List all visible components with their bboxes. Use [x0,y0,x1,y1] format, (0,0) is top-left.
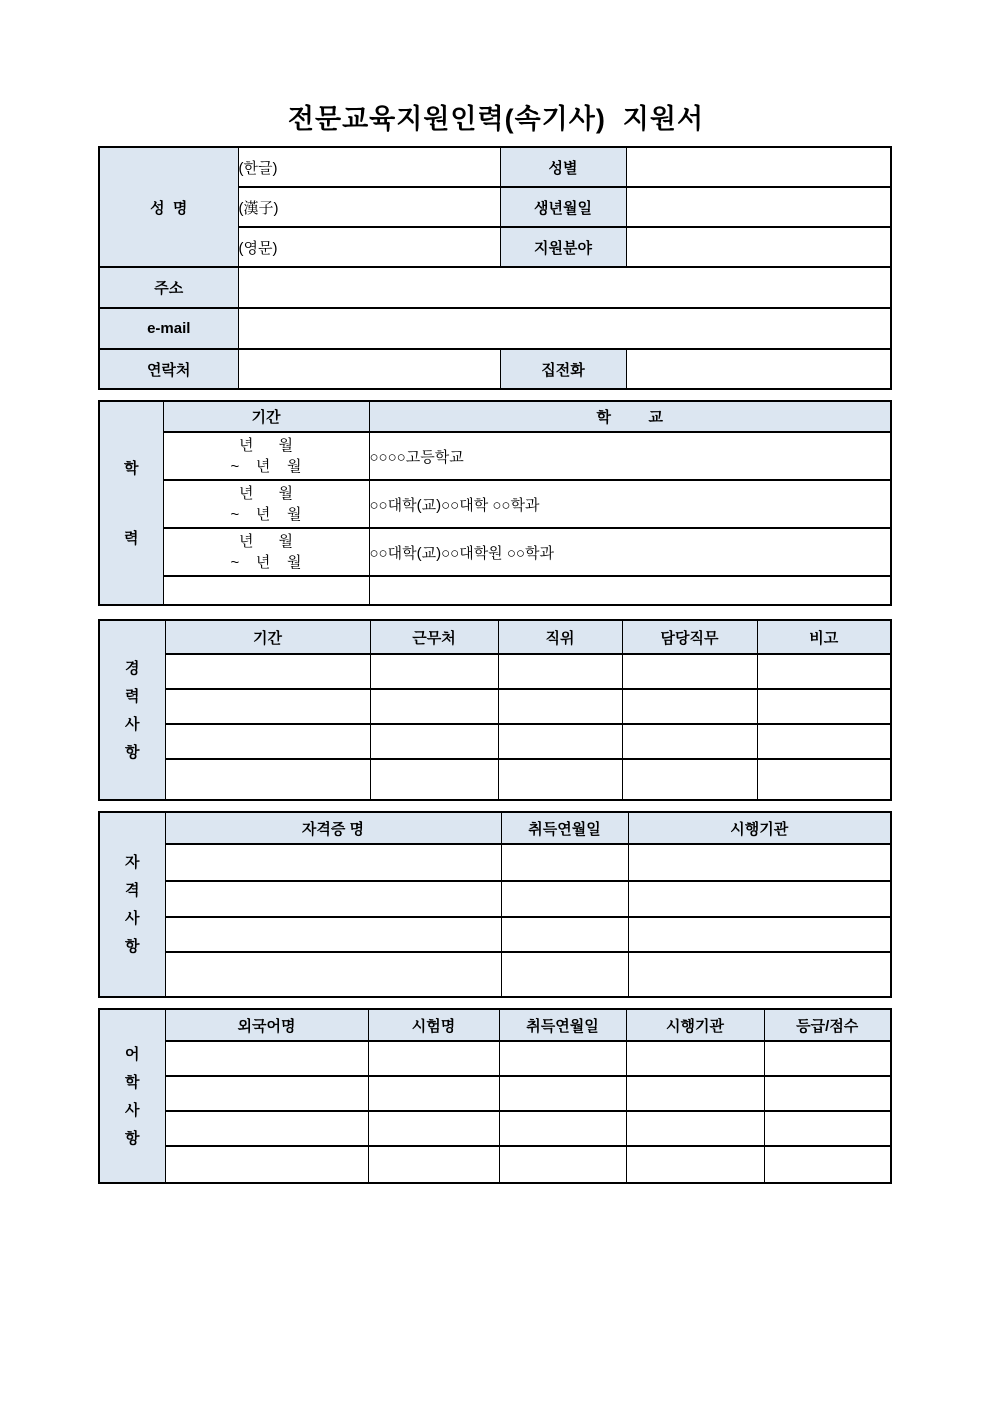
gender-value-cell [626,147,891,187]
contact-label: 연락처 [99,349,238,389]
qualification-cell [501,881,628,917]
qualification-label-char: 자 [125,854,140,871]
table-row [99,1009,891,1041]
career-section-label-text [100,661,165,760]
education-school-cell [369,576,891,605]
period-line: ~ 년 월 [230,458,302,475]
qualification-header-agency: 시행기관 [628,812,891,844]
language-cell [764,1041,891,1076]
language-cell [499,1041,626,1076]
language-cell [165,1111,368,1146]
career-cell [622,689,757,724]
language-cell [764,1146,891,1183]
qualification-label-char: 사 [125,910,140,927]
email-value-cell [238,308,891,349]
qualification-cell [628,917,891,952]
period-line: ~ 년 월 [230,554,302,571]
language-cell [499,1146,626,1183]
language-cell [368,1076,499,1111]
table-row [99,654,891,689]
qualification-cell [165,881,501,917]
language-cell [499,1111,626,1146]
language-cell [626,1041,764,1076]
name-label: 성 명 [99,147,238,267]
table-row [99,689,891,724]
language-cell [626,1111,764,1146]
language-header-date: 취득연월일 [499,1009,626,1041]
career-cell [757,759,891,800]
period-line: ~ 년 월 [230,506,302,523]
education-period-cell [163,576,369,605]
period-line: 년 월 [239,533,293,550]
career-cell [498,654,622,689]
table-row [99,432,891,480]
career-cell [498,759,622,800]
table-row [99,917,891,952]
language-cell [499,1076,626,1111]
table-row [99,1041,891,1076]
qualification-section-label-text [100,855,165,954]
name-hanja-cell: (漢子) [238,187,500,227]
qualification-cell [165,844,501,881]
qualification-cell [628,844,891,881]
language-cell [368,1041,499,1076]
career-header-position: 직위 [498,620,622,654]
language-cell [368,1146,499,1183]
language-cell [165,1041,368,1076]
career-cell [370,724,498,759]
career-cell [165,759,370,800]
table-row [99,881,891,917]
career-cell [757,724,891,759]
table-row [99,844,891,881]
name-english-cell: (영문) [238,227,500,267]
table-row [99,1146,891,1183]
career-label-char: 사 [125,715,140,733]
education-section-label-text [100,461,163,546]
gender-label: 성별 [500,147,626,187]
career-cell [370,689,498,724]
career-header-duty: 담당직무 [622,620,757,654]
education-label-char: 학 [124,459,139,477]
language-label-char: 어 [125,1045,140,1063]
address-value-cell [238,267,891,308]
qualification-header-name: 자격증 명 [165,812,501,844]
career-header-workplace: 근무처 [370,620,498,654]
education-school-cell: ○○대학(교)○○대학 ○○학과 [369,480,891,528]
table-row [99,1111,891,1146]
qualification-cell [628,881,891,917]
career-cell [757,654,891,689]
table-row [99,759,891,800]
career-cell [165,689,370,724]
language-cell [165,1076,368,1111]
qualification-label-char: 격 [125,882,140,899]
education-label-char: 력 [124,529,139,547]
language-header-agency: 시행기관 [626,1009,764,1041]
address-label: 주소 [99,267,238,308]
table-row [99,528,891,576]
qualification-cell [165,952,501,997]
birthdate-label: 생년월일 [500,187,626,227]
qualification-section-label [99,812,165,997]
education-period-header: 기간 [163,401,369,432]
career-cell [370,759,498,800]
career-cell [622,759,757,800]
table-row [99,349,891,389]
language-header-name: 외국어명 [165,1009,368,1041]
language-header-test: 시험명 [368,1009,499,1041]
language-label-char: 사 [125,1101,140,1119]
table-row [99,147,891,187]
period-line: 년 월 [239,437,293,454]
career-table [98,619,892,801]
career-cell [622,654,757,689]
career-cell [622,724,757,759]
career-header-period: 기간 [165,620,370,654]
table-row [99,480,891,528]
table-row [99,401,891,432]
career-cell [757,689,891,724]
qualification-label-char: 항 [125,938,140,955]
name-hangul-cell: (한글) [238,147,500,187]
education-table [98,400,892,606]
career-cell [370,654,498,689]
language-cell [626,1146,764,1183]
qualification-cell [501,917,628,952]
table-row [99,812,891,844]
email-label: e-mail [99,308,238,349]
language-table [98,1008,892,1184]
education-period-cell [163,480,369,528]
career-label-char: 력 [125,687,140,705]
education-school-cell: ○○○○고등학교 [369,432,891,480]
period-line: 년 월 [239,485,293,502]
career-label-char: 항 [125,743,140,761]
career-cell [498,689,622,724]
apply-field-value-cell [626,227,891,267]
language-cell [626,1076,764,1111]
qualification-cell [501,952,628,997]
qualification-header-date: 취득연월일 [501,812,628,844]
qualification-cell [165,917,501,952]
home-phone-label: 집전화 [500,349,626,389]
education-section-label [99,401,163,605]
qualification-cell [628,952,891,997]
table-row [99,267,891,308]
language-section-label-text [100,1047,165,1146]
table-row [99,724,891,759]
career-section-label [99,620,165,800]
qualification-cell [501,844,628,881]
qualification-table [98,811,892,998]
language-section-label [99,1009,165,1183]
education-school-cell: ○○대학(교)○○대학원 ○○학과 [369,528,891,576]
table-row [99,576,891,605]
career-cell [498,724,622,759]
language-cell [764,1076,891,1111]
language-cell [165,1146,368,1183]
table-row [99,620,891,654]
table-row [99,1076,891,1111]
birthdate-value-cell [626,187,891,227]
language-label-char: 학 [125,1073,140,1091]
language-label-char: 항 [125,1129,140,1147]
home-phone-value-cell [626,349,891,389]
career-cell [165,654,370,689]
table-row [99,952,891,997]
education-period-cell [163,528,369,576]
language-header-grade: 등급/점수 [764,1009,891,1041]
career-label-char: 경 [125,659,140,677]
education-period-cell [163,432,369,480]
table-row [99,308,891,349]
language-cell [764,1111,891,1146]
apply-field-label: 지원분야 [500,227,626,267]
career-cell [165,724,370,759]
contact-value-cell [238,349,500,389]
page-title: 전문교육지원인력(속기사) 지원서 [287,104,705,134]
career-header-note: 비고 [757,620,891,654]
applicant-info-table [98,146,892,390]
education-school-header: 학 교 [369,401,891,432]
language-cell [368,1111,499,1146]
